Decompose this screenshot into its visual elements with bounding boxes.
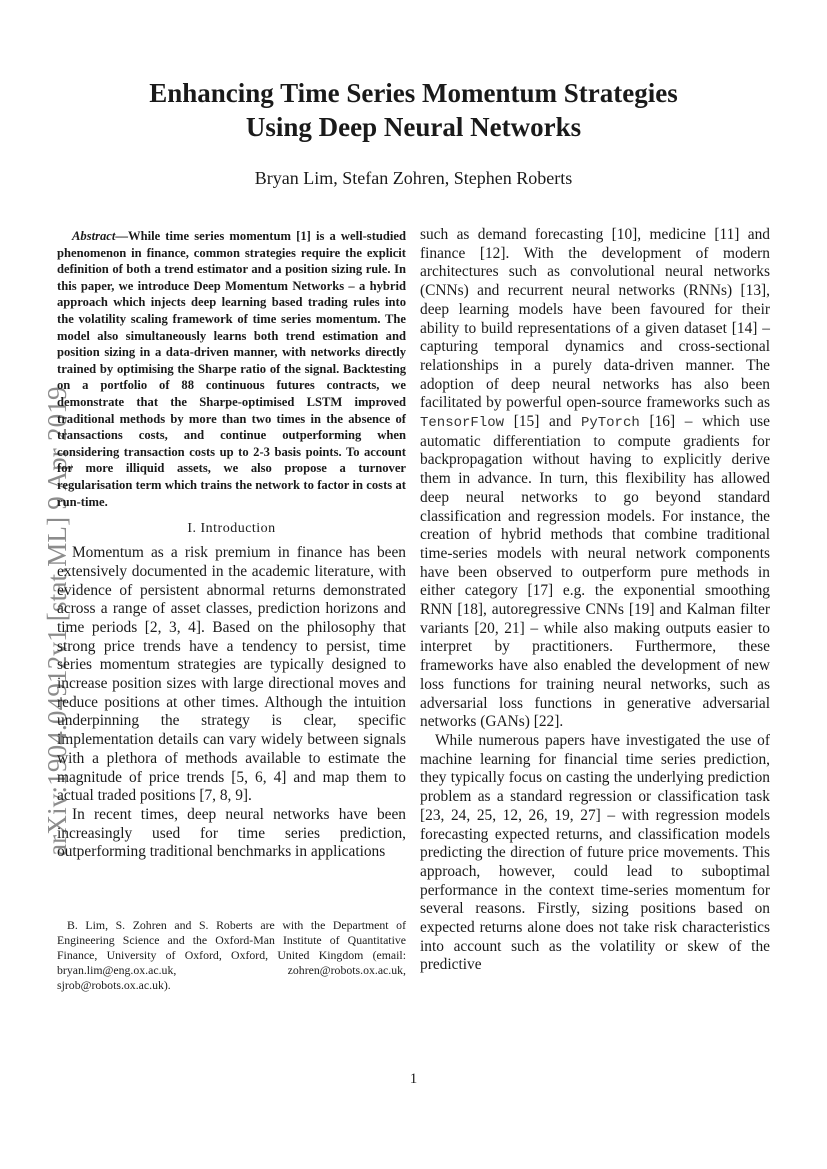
tensorflow-code: TensorFlow <box>420 415 505 432</box>
author-footnote: B. Lim, S. Zohren and S. Roberts are with the Department of Engineering Science and the Oxford-Man Institute of Quantitative Finance, University of Oxford, Oxford, United Kingdom (email: bryan.lim@eng.ox.ac.uk, zohren@robots.ox.ac.uk, sjrob@robots.ox.ac.uk). <box>57 918 406 992</box>
intro-paragraph-2: In recent times, deep neural networks have been increasingly used for time series prediction, outperforming traditional benchmarks in applications <box>57 805 406 861</box>
right-paragraph-1 <box>420 226 770 732</box>
arxiv-side-label: arXiv:1904.04912v1 [stat.ML] 9 Apr 2019 <box>42 386 72 856</box>
title-line-1: Enhancing Time Series Momentum Strategies <box>149 78 678 108</box>
page-number: 1 <box>409 1071 418 1087</box>
footnote-block <box>57 918 406 993</box>
author-list: Bryan Lim, Stefan Zohren, Stephen Roberts <box>254 168 573 188</box>
right-p1-part-b: [15] and <box>504 413 581 431</box>
right-paragraph-2: While numerous papers have investigated the use of machine learning for financial time series prediction, they typically focus on casting the underlying prediction problem as a standard regression or classification task [23, 24, 25, 12, 26, 19, 27] – with regression models forecasting expected returns, and classification models predicting the direction of future price movements. This approach, however, could lead to suboptimal performance in the context time-series momentum for several reasons. Firstly, sizing positions based on expected returns alone does not take risk characteristics into account such as the volatility or skew of the predictive <box>420 731 770 974</box>
left-column <box>57 228 406 862</box>
paper-title <box>0 76 827 144</box>
abstract-label: Abstract <box>72 229 116 243</box>
right-p1-part-a: such as demand forecasting [10], medicine [11] and finance [12]. With the development of modern architectures such as convolutional neural networks (CNNs) and recurrent neural networks (RNNs) [13], deep learning models have been favoured for their ability to build representations of a given dataset [14] – capturing temporal dynamics and cross-sectional relationships in a purely data-driven manner. The adoption of deep neural networks has also been facilitated by powerful open-source frameworks such as <box>420 226 770 412</box>
title-line-2: Using Deep Neural Networks <box>245 112 582 142</box>
pytorch-code: PyTorch <box>580 415 640 432</box>
right-p1-part-c: [16] – which use automatic differentiation to compute gradients for backpropagation without having to explicitly derive them in advance. In turn, this flexibility has allowed deep neural networks to go beyond standard classification and regression models. For instance, the creation of hybrid methods that combine traditional time-series models with neural network components have been observed to outperform pure methods in either category [17] e.g. the exponential smoothing RNN [18], autoregressive CNNs [19] and Kalman filter variants [20, 21] – while also making outputs easier to interpret by practitioners. Furthermore, these frameworks have also enabled the development of new loss functions for training neural networks, such as adversarial loss functions in generative adversarial networks (GANs) [22]. <box>420 413 770 731</box>
abstract: Abstract—While time series momentum [1] is a well-studied phenomenon in finance, common strategies require the explicit definition of both a trend estimator and a position sizing rule. In this paper, we introduce Deep Momentum Networks – a hybrid approach which injects deep learning based trading rules into the volatility scaling framework of time series momentum. The model also simultaneously learns both trend estimation and position sizing in a data-driven manner, with networks directly trained by optimising the Sharpe ratio of the signal. Backtesting on a portfolio of 88 continuous futures contracts, we demonstrate that the Sharpe-optimised LSTM improved traditional methods by more than two times in the absence of transactions costs, and continue outperforming when considering transaction costs up to 2-3 basis points. To account for more illiquid assets, we also propose a turnover regularisation term which trains the network to factor in costs at run-time. <box>57 229 406 509</box>
right-column <box>420 226 770 975</box>
intro-paragraph-1: Momentum as a risk premium in finance has been extensively documented in the academic literature, with evidence of persistent abnormal returns demonstrated across a range of asset classes, prediction horizons and time periods [2, 3, 4]. Based on the philosophy that strong price trends have a tendency to persist, time series momentum strategies are typically designed to increase position sizes with large directional moves and reduce positions at other times. Although the intuition underpinning the strategy is clear, specific implementation details can vary widely between signals with a plethora of methods available to estimate the magnitude of price trends [5, 6, 4] and map them to actual traded positions [7, 8, 9]. <box>57 544 406 805</box>
section-heading: I. Introduction <box>187 521 276 537</box>
abstract-text: While time series momentum [1] is a well-studied phenomenon in finance, common strategies require the explicit definition of both a trend estimator and a position sizing rule. In this paper, we introduce Deep Momentum Networks – a hybrid approach which injects deep learning based trading rules into the volatility scaling framework of time series momentum. The model also simultaneously learns both trend estimation and position sizing in a data-driven manner, with networks directly trained by optimising the Sharpe ratio of the signal. Backtesting on a portfolio of 88 continuous futures contracts, we demonstrate that the Sharpe-optimised LSTM improved traditional methods by more than two times in the absence of transactions costs, and continue outperforming when considering transaction costs up to 2-3 basis points. To account for more illiquid assets, we also propose a turnover regularisation term which trains the network to factor in costs at run-time. <box>57 229 406 509</box>
